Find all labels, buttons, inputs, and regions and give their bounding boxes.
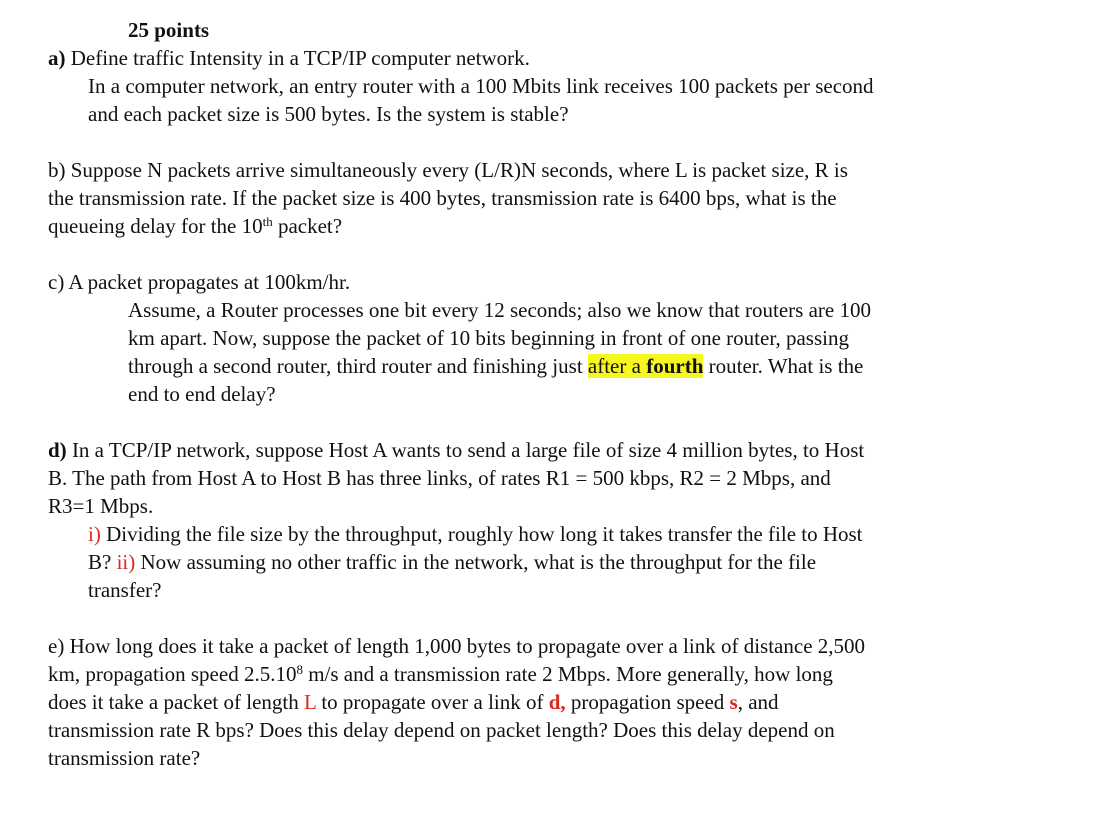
question-d-line-5: B? ii) Now assuming no other traffic in the network, what is the throughput for the file: [88, 550, 817, 574]
question-a-line-2: In a computer network, an entry router with a 100 Mbits link receives 100 packets per second: [88, 74, 874, 98]
question-c-line-3: km apart. Now, suppose the packet of 10 bits beginning in front of one router, passing: [128, 326, 849, 350]
question-e-line-1: e) How long does it take a packet of length 1,000 bytes to propagate over a link of distance 2,500: [48, 634, 866, 658]
question-c-line-5: end to end delay?: [128, 382, 276, 406]
question-e-line-2: km, propagation speed 2.5.10$^8$ m/s and a transmission rate 2 Mbps. More generally, how long: [48, 662, 833, 686]
question-a-line-3: and each packet size is 500 bytes. Is the system is stable?: [88, 102, 569, 126]
question-c-line-1: c) A packet propagates at 100km/hr.: [48, 270, 351, 294]
question-e-line-5: transmission rate?: [48, 746, 201, 770]
question-e-line-3: does it take a packet of length L to propagate over a link of d, propagation speed s, and: [48, 690, 779, 714]
question-d-label: d): [48, 438, 67, 462]
question-b-line-2: the transmission rate. If the packet size is 400 bytes, transmission rate is 6400 bps, what is the: [48, 186, 837, 210]
variable-L: L: [304, 690, 317, 714]
question-e-line-4: transmission rate R bps? Does this delay depend on packet length? Does this delay depend on: [48, 718, 835, 742]
subpart-i-label: i): [88, 522, 101, 546]
question-d-line-4: i) Dividing the file size by the throughput, roughly how long it takes transfer the file to Host: [88, 522, 863, 546]
question-b-line-3: queueing delay for the 10th packet?: [48, 214, 343, 238]
highlighted-text: after a fourth: [587, 354, 704, 378]
question-b: [48, 156, 1058, 240]
variable-d: d,: [548, 690, 566, 714]
question-a-label: a): [48, 46, 66, 70]
superscript-th: th: [262, 214, 273, 229]
superscript-8: 8: [296, 662, 303, 677]
question-d-line-2: B. The path from Host A to Host B has three links, of rates R1 = 500 kbps, R2 = 2 Mbps, and: [48, 466, 831, 490]
subpart-ii-label: ii): [116, 550, 136, 574]
question-d-line-3: R3=1 Mbps.: [48, 494, 154, 518]
variable-s: s: [729, 690, 738, 714]
question-d: [48, 436, 1058, 604]
question-c-line-2: Assume, a Router processes one bit every 12 seconds; also we know that routers are 100: [128, 298, 871, 322]
question-c: [48, 268, 1058, 408]
question-a-line-1: a) Define traffic Intensity in a TCP/IP computer network.: [48, 46, 530, 70]
points-heading: 25 points: [128, 18, 210, 42]
question-c-line-4: through a second router, third router and finishing just after a fourth router. What is the: [128, 354, 864, 378]
question-b-line-1: b) Suppose N packets arrive simultaneously every (L/R)N seconds, where L is packet size, R is: [48, 158, 848, 182]
question-d-line-1: d) In a TCP/IP network, suppose Host A wants to send a large file of size 4 million bytes, to Host: [48, 438, 865, 462]
question-a: [48, 44, 1058, 128]
question-e: [48, 632, 1058, 772]
question-d-line-6: transfer?: [88, 578, 162, 602]
